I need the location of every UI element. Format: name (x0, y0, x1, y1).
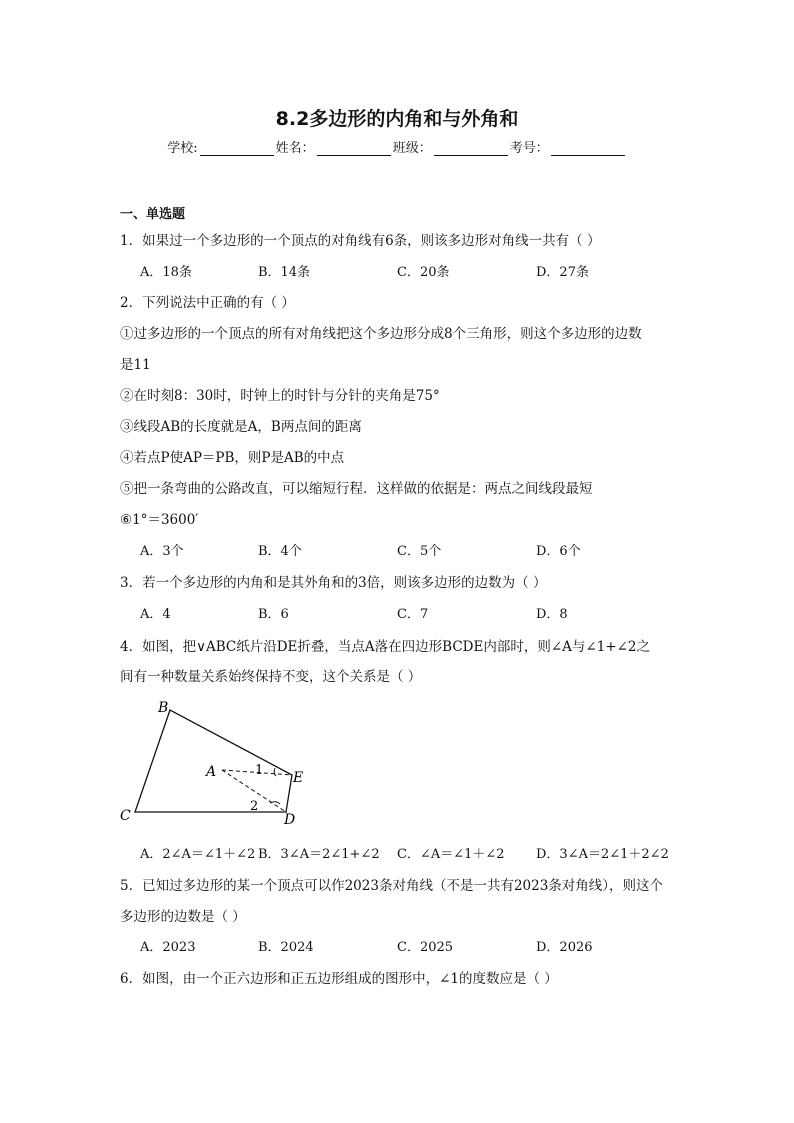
q4-stem-line1: 4．如图，把∨ABC纸片沿DE折叠，当点A落在四边形BCDE内部时，则∠A与∠1+∠2之 (120, 639, 650, 655)
label-c: C (120, 808, 131, 824)
q2-stem: 2．下列说法中正确的有（ ） (120, 295, 295, 311)
name-blank[interactable] (317, 143, 391, 156)
class-label: 班级： (392, 141, 432, 156)
q2-option-c[interactable]: C．5个 (397, 544, 442, 559)
school-blank[interactable] (200, 143, 274, 156)
q5-option-b[interactable]: B．2024 (258, 940, 314, 955)
label-a: A (206, 764, 217, 780)
q2-option-b[interactable]: B．4个 (258, 544, 302, 559)
q2-item-1: ①过多边形的一个顶点的所有对角线把这个多边形分成8个三角形，则这个多边形的边数 (120, 326, 642, 342)
angle-2-arc (270, 802, 280, 804)
class-blank[interactable] (434, 143, 508, 156)
q4-option-c[interactable]: C．∠A＝∠1＋∠2 (397, 847, 505, 862)
q5-option-d[interactable]: D．2026 (536, 940, 593, 955)
q2-option-a[interactable]: A．3个 (140, 544, 184, 559)
label-d: D (284, 812, 296, 828)
q4-option-d[interactable]: D．3∠A＝2∠1＋2∠2 (536, 847, 669, 862)
label-e: E (293, 770, 304, 786)
label-b: B (158, 700, 169, 716)
q5-option-c[interactable]: C．2025 (397, 940, 454, 955)
q2-item-3: ③线段AB的长度就是A，B两点间的距离 (120, 419, 362, 435)
exam-no-blank[interactable] (551, 143, 625, 156)
q4-figure (110, 690, 330, 830)
q3-stem: 3．若一个多边形的内角和是其外角和的3倍，则该多边形的边数为（ ） (120, 575, 547, 591)
q1-option-a[interactable]: A．18条 (140, 265, 192, 280)
q2-option-d[interactable]: D．6个 (536, 544, 581, 559)
quadrilateral-bcde (135, 710, 292, 812)
student-info-row (0, 137, 794, 156)
q2-item-2: ②在时刻8：30时，时钟上的时针与分针的夹角是75° (120, 388, 440, 404)
q5-stem-line1: 5．已知过多边形的某一个顶点可以作2023条对角线（不是一共有2023条对角线），则这个 (120, 878, 664, 894)
q1-option-c[interactable]: C．20条 (397, 265, 450, 280)
q4-option-b[interactable]: B．3∠A＝2∠1+∠2 (258, 847, 380, 862)
q5-stem-line2: 多边形的边数是（ ） (120, 909, 246, 925)
name-label: 姓名： (275, 141, 315, 156)
section-heading: 一、单选题 (120, 207, 186, 222)
q1-stem: 1．如果过一个多边形的一个顶点的对角线有6条，则该多边形对角线一共有（ ） (120, 233, 601, 249)
q3-option-a[interactable]: A．4 (140, 607, 171, 622)
label-angle-1: 1 (255, 763, 264, 778)
page-title: 8.2多边形的内角和与外角和 (275, 108, 519, 130)
q3-option-b[interactable]: B．6 (258, 607, 289, 622)
q5-option-a[interactable]: A．2023 (140, 940, 196, 955)
exam-no-label: 考号： (509, 141, 549, 156)
school-label: 学校: (167, 141, 198, 156)
q1-option-b[interactable]: B．14条 (258, 265, 311, 280)
q1-option-d[interactable]: D．27条 (536, 265, 589, 280)
q2-item-4: ④若点P使AP＝PB，则P是AB的中点 (120, 450, 345, 466)
q2-item-1-cont: 是11 (120, 357, 151, 373)
q3-option-d[interactable]: D．8 (536, 607, 568, 622)
q6-stem: 6．如图，由一个正六边形和正五边形组成的图形中，∠1的度数应是（ ） (120, 971, 558, 987)
q4-option-a[interactable]: A．2∠A＝∠1＋∠2 (140, 847, 256, 862)
q3-option-c[interactable]: C．7 (397, 607, 429, 622)
angle-1-arc (274, 768, 276, 776)
label-angle-2: 2 (250, 799, 259, 814)
q2-item-6: ⑥1°＝3600′ (120, 512, 199, 528)
q2-item-5: ⑤把一条弯曲的公路改直，可以缩短行程．这样做的依据是：两点之间线段最短 (120, 481, 593, 497)
q4-stem-line2: 间有一种数量关系始终保持不变，这个关系是（ ） (120, 669, 422, 685)
